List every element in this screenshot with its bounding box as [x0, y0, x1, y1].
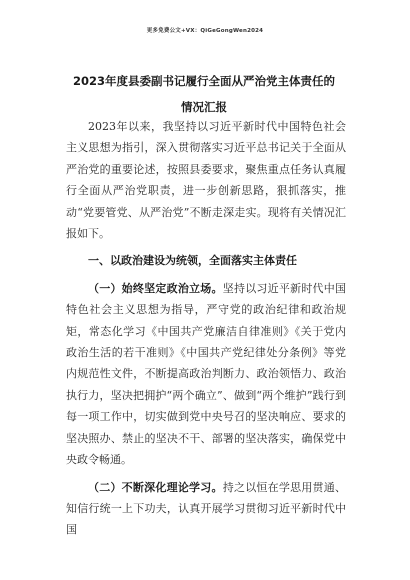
section-heading-1: 一、以政治建设为统领，全面落实主体责任 — [88, 254, 297, 268]
document-title: 2023年度县委副书记履行全面从严治党主体责任的情况汇报 — [72, 74, 335, 114]
subsection-1-heading: （一）始终坚定政治立场。 — [88, 281, 223, 295]
subsection-2-paragraph — [66, 477, 346, 541]
subsection-2-text: 持之以恒在学思用贯通、知信行统一上下功夫，认真开展学习贯彻习近平新时代中国 — [66, 480, 347, 537]
watermark-text: 更多免费公文+VX：QiGeGongWen2024 — [146, 28, 264, 34]
subsection-1-paragraph — [66, 278, 346, 471]
subsection-2-heading: （二）不断深化理论学习。 — [88, 480, 223, 494]
subsection-1-text: 坚持以习近平新时代中国特色社会主义思想为指导，严守党的政治纪律和政治规矩，常态化学习《中国共产党廉洁自律准则》《关于党内政治生活的若干准则》《中国共产党纪律处分条例》等党内规范性文件，不断提高政治判断力、政治领悟力、政治执行力，坚决把拥护“两个确立”、做到“两个维护”践行到每一项工作中，切实做到党中央号召的坚决响应、要求的坚决照办、禁止的坚决不干、部署的坚决落实，确保党中央政令畅通。 — [66, 281, 347, 467]
intro-paragraph: 2023年以来，我坚持以习近平新时代中国特色社会主义思想为指引，深入贯彻落实习近平总书记关于全面从严治党的重要论述，按照县委要求，聚焦重点任务认真履行全面从严治党职责，进一步创新思路，狠抓落实，推动“党要管党、从严治党”不断走深走实。现将有关情况汇报如下。 — [66, 120, 346, 241]
document-body — [66, 116, 346, 541]
